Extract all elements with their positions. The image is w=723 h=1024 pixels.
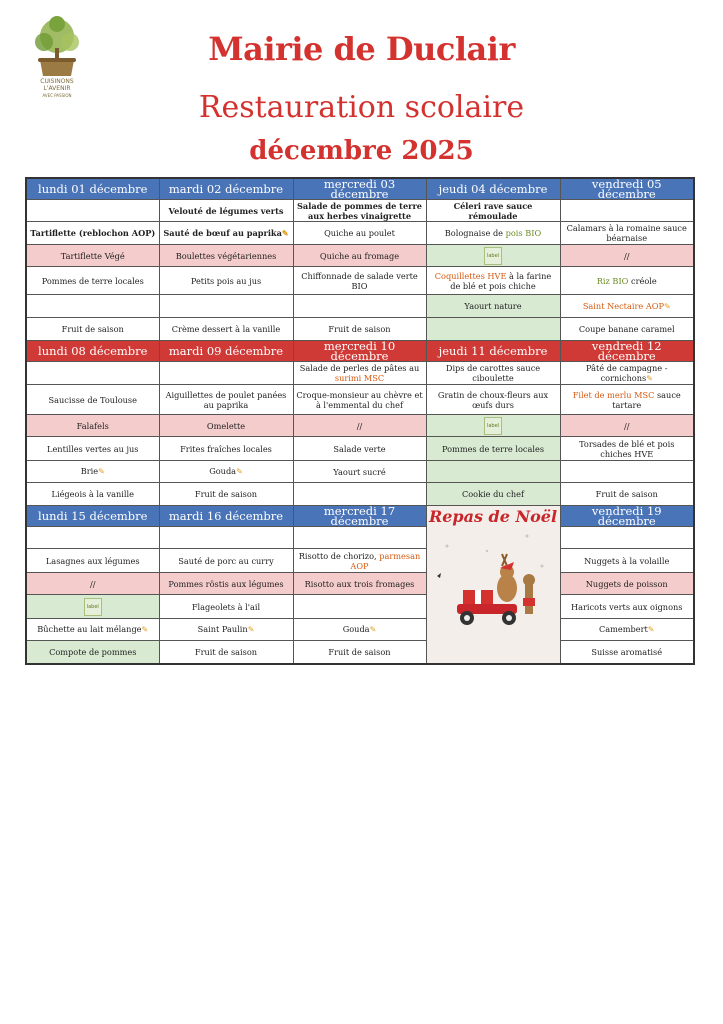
menu-cell [26, 527, 159, 549]
christmas-meal-image [426, 506, 560, 664]
day-header: mardi 09 décembre [159, 341, 293, 362]
starter-row [26, 200, 694, 222]
menu-cell [159, 295, 293, 318]
pencil-icon: ✎ [98, 467, 105, 476]
pencil-icon: ✎ [281, 228, 289, 238]
logo-line-3: AVEC PASSION [42, 93, 72, 98]
label-icon: label [484, 247, 502, 265]
menu-cell: Saucisse de Toulouse [26, 385, 159, 415]
menu-cell: Fruit de saison [159, 483, 293, 506]
dairy-row [26, 461, 694, 483]
menu-cell [159, 222, 293, 245]
label-icon: label [84, 598, 102, 616]
menu-cell: Calamars à la romaine sauce béarnaise [560, 222, 694, 245]
dairy-row [26, 295, 694, 318]
menu-cell: Fruit de saison [159, 641, 293, 664]
menu-text: Gouda [209, 466, 237, 476]
menu-cell: Liégeois à la vanille [26, 483, 159, 506]
menu-cell [426, 461, 560, 483]
menu-cell: Compote de pommes [26, 641, 159, 664]
msc-text: Filet de merlu MSC [572, 389, 655, 400]
menu-text: Camembert [598, 624, 648, 634]
dessert-row [26, 483, 694, 506]
menu-cell [293, 527, 426, 549]
menu-cell: Torsades de blé et pois chiches HVE [560, 437, 694, 461]
menu-cell: Boulettes végétariennes [159, 245, 293, 267]
menu-cell [293, 362, 426, 385]
menu-cell: Céleri rave sauce rémoulade [426, 200, 560, 222]
menu-cell: Nuggets à la volaille [560, 549, 694, 573]
day-header: lundi 15 décembre [26, 506, 159, 527]
menu-cell: Quiche au poulet [293, 222, 426, 245]
christmas-meal-title: Repas de Noël [428, 507, 558, 526]
menu-cell: Tartiflette (reblochon AOP) [26, 222, 159, 245]
day-header: vendredi 12 décembre [560, 341, 694, 362]
day-header: mardi 16 décembre [159, 506, 293, 527]
menu-cell: Velouté de légumes verts [159, 200, 293, 222]
menu-cell: Petits pois au jus [159, 267, 293, 295]
pencil-icon: ✎ [236, 467, 243, 476]
menu-cell: Pommes röstis aux légumes [159, 573, 293, 595]
day-header: jeudi 04 décembre [426, 178, 560, 200]
menu-cell [26, 295, 159, 318]
menu-cell [26, 595, 159, 619]
menu-text: à la farine de blé et pois chiche [450, 270, 552, 291]
menu-cell [26, 362, 159, 385]
menu-cell [293, 619, 426, 641]
menu-text: Sauté de bœuf au paprika [163, 228, 282, 238]
menu-cell [26, 200, 159, 222]
menu-cell: Fruit de saison [293, 641, 426, 664]
menu-cell: Crème dessert à la vanille [159, 318, 293, 341]
menu-cell: Aiguillettes de poulet panées au paprika [159, 385, 293, 415]
menu-cell [560, 619, 694, 641]
day-header: mercredi 10 décembre [293, 341, 426, 362]
menu-cell [560, 385, 694, 415]
menu-cell [560, 527, 694, 549]
vege-row [26, 245, 694, 267]
menu-cell: Fruit de saison [560, 483, 694, 506]
menu-cell: // [560, 415, 694, 437]
dessert-row [26, 318, 694, 341]
menu-text: Brie [80, 466, 99, 476]
menu-text: Bûchette au lait mélange [37, 624, 142, 634]
menu-cell [426, 415, 560, 437]
menu-cell [159, 527, 293, 549]
day-header: mercredi 17 décembre [293, 506, 426, 527]
week-3-header [26, 506, 694, 527]
menu-cell [26, 619, 159, 641]
pencil-icon: ✎ [646, 373, 653, 383]
menu-cell: Chiffonnade de salade verte BIO [293, 267, 426, 295]
menu-text: Bolognaise de [444, 228, 506, 238]
label-icon: label [484, 417, 502, 435]
menu-cell: Fruit de saison [26, 318, 159, 341]
menu-cell: Quiche au fromage [293, 245, 426, 267]
menu-cell: Haricots verts aux oignons [560, 595, 694, 619]
pencil-icon: ✎ [369, 625, 377, 634]
menu-cell: Salade de pommes de terre aux herbes vinaigrette [293, 200, 426, 222]
menu-cell [293, 483, 426, 506]
menu-cell [560, 200, 694, 222]
menu-cell: Falafels [26, 415, 159, 437]
day-header: mercredi 03 décembre [293, 178, 426, 200]
menu-cell: Dips de carottes sauce ciboulette [426, 362, 560, 385]
side-row [26, 437, 694, 461]
bio-text: pois BIO [505, 228, 542, 238]
starter-row [26, 362, 694, 385]
menu-cell [26, 461, 159, 483]
msc-text: surimi MSC [334, 373, 385, 383]
menu-cell [560, 362, 694, 385]
bio-text: Riz BIO [596, 275, 629, 286]
menu-cell: Salade verte [293, 437, 426, 461]
menu-cell: Lentilles vertes au jus [26, 437, 159, 461]
menu-cell: Yaourt sucré [293, 461, 426, 483]
menu-cell: Cookie du chef [426, 483, 560, 506]
logo-line-2: L'AVENIR [43, 85, 71, 92]
menu-text: Risotto de chorizo, [298, 550, 380, 561]
week-1-header [26, 178, 694, 200]
menu-cell: Pommes de terre locales [26, 267, 159, 295]
menu-cell: // [26, 573, 159, 595]
dessert-row [26, 641, 694, 664]
menu-cell [159, 619, 293, 641]
menu-cell [560, 267, 694, 295]
menu-text: sauce tartare [612, 389, 681, 410]
vege-row [26, 573, 694, 595]
menu-cell: Omelette [159, 415, 293, 437]
menu-cell: Gratin de choux-fleurs aux œufs durs [426, 385, 560, 415]
menu-cell: Risotto aux trois fromages [293, 573, 426, 595]
menu-cell: Fruit de saison [293, 318, 426, 341]
menu-cell: Yaourt nature [426, 295, 560, 318]
menu-text: Pâté de campagne - cornichons [585, 362, 668, 383]
day-header: lundi 01 décembre [26, 178, 159, 200]
pencil-icon: ✎ [663, 301, 671, 311]
page-month: décembre 2025 [249, 136, 474, 166]
menu-cell [426, 318, 560, 341]
logo-line-1: CUISINONS [40, 78, 74, 85]
menu-cell [426, 245, 560, 267]
menu-cell [560, 295, 694, 318]
menu-cell [293, 295, 426, 318]
menu-cell [293, 595, 426, 619]
menu-cell [426, 222, 560, 245]
hve-text: Coquillettes HVE [434, 270, 507, 281]
side-row [26, 267, 694, 295]
menu-cell: Suisse aromatisé [560, 641, 694, 664]
menu-cell: Lasagnes aux légumes [26, 549, 159, 573]
pencil-icon: ✎ [647, 625, 655, 634]
menu-table [25, 177, 695, 665]
starter-row [26, 527, 694, 549]
page-title: Mairie de Duclair [208, 30, 515, 68]
menu-cell [159, 461, 293, 483]
menu-text: Salade de perles de pâtes au [299, 363, 420, 373]
menu-cell: Sauté de porc au curry [159, 549, 293, 573]
pencil-icon: ✎ [247, 625, 255, 634]
menu-text: Gouda [342, 624, 370, 634]
menu-cell: Frites fraîches locales [159, 437, 293, 461]
christmas-illustration [427, 506, 561, 646]
main-row [26, 385, 694, 415]
menu-cell: Croque-monsieur au chèvre et à l'emmental du chef [293, 385, 426, 415]
menu-cell [560, 461, 694, 483]
main-row [26, 222, 694, 245]
menu-text: Saint Paulin [197, 624, 248, 634]
day-header: lundi 08 décembre [26, 341, 159, 362]
menu-cell: Coupe banane caramel [560, 318, 694, 341]
aop-text: parmesan AOP [350, 550, 421, 571]
side-row [26, 595, 694, 619]
vege-row [26, 415, 694, 437]
menu-cell: Nuggets de poisson [560, 573, 694, 595]
menu-cell: Tartiflette Végé [26, 245, 159, 267]
main-row [26, 549, 694, 573]
day-header: mardi 02 décembre [159, 178, 293, 200]
menu-cell: Pommes de terre locales [426, 437, 560, 461]
menu-cell: Flageolets à l'ail [159, 595, 293, 619]
day-header: vendredi 05 décembre [560, 178, 694, 200]
menu-cell [426, 267, 560, 295]
dairy-row [26, 619, 694, 641]
menu-cell [159, 362, 293, 385]
aop-text: Saint Nectaire AOP [582, 300, 664, 311]
page-subtitle: Restauration scolaire [198, 90, 525, 125]
day-header: jeudi 11 décembre [426, 341, 560, 362]
menu-text: créole [628, 275, 657, 286]
pencil-icon: ✎ [141, 625, 149, 634]
week-2-header [26, 341, 694, 362]
menu-cell [293, 549, 426, 573]
menu-cell: // [560, 245, 694, 267]
day-header: vendredi 19 décembre [560, 506, 694, 527]
menu-cell: // [293, 415, 426, 437]
